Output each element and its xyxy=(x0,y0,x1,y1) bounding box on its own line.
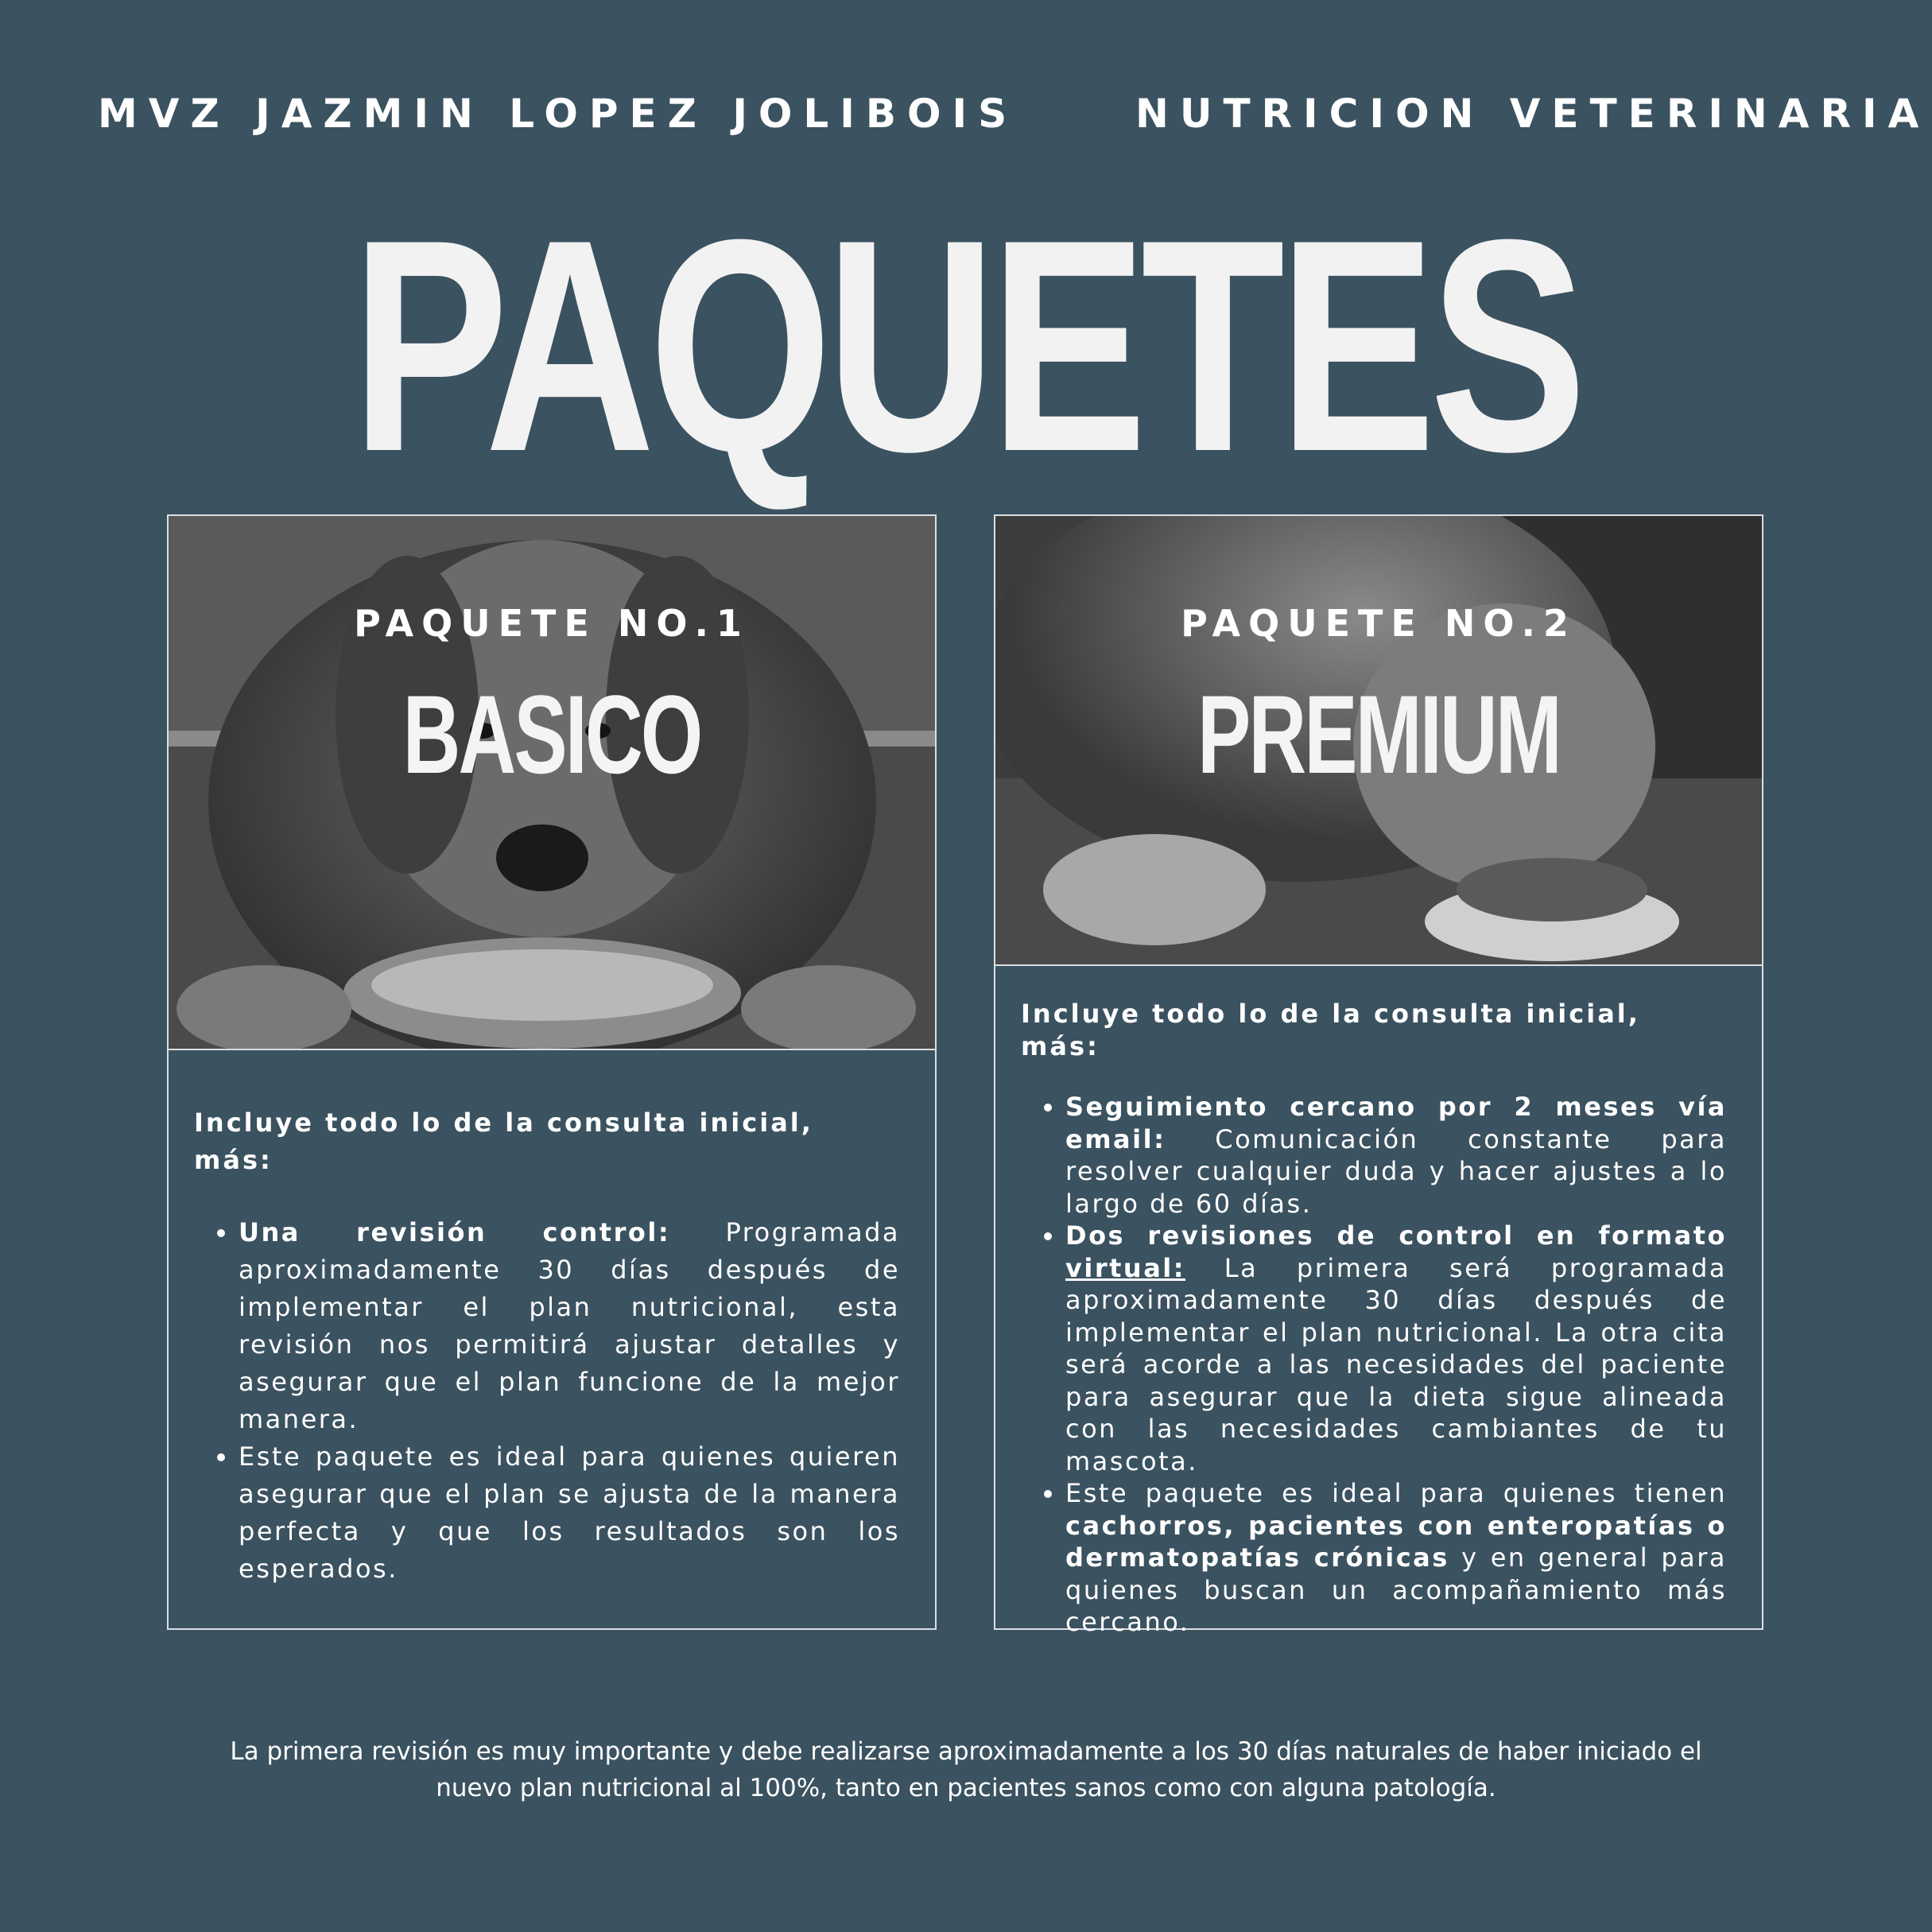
benefits-list xyxy=(1021,1091,1727,1639)
package-intro: Incluye todo lo de la consulta inicial, más: xyxy=(194,1108,813,1175)
package-number-label: PAQUETE NO.1 xyxy=(354,602,750,645)
package-description xyxy=(194,1104,900,1588)
page-title: PAQUETES xyxy=(351,177,1581,514)
list-item xyxy=(1065,1477,1727,1639)
benefit-title: Una revisión control: xyxy=(239,1217,671,1247)
package-intro: Incluye todo lo de la consulta inicial, más: xyxy=(1021,999,1640,1061)
list-item xyxy=(1065,1091,1727,1220)
benefit-text: La primera será programada aproximadamente 30 días después de implementar el plan nutricional. La otra cita será acorde a las necesidades del paciente para asegurar que la dieta sigue alineada con las necesidades cambiantes de tu mascota. xyxy=(1065,1252,1727,1476)
benefit-highlight: cachorros, pacientes con enteropatías o dermatopatías crónicas xyxy=(1065,1510,1727,1573)
benefit-text: Este paquete es ideal para quienes quieren asegurar que el plan se ajusta de la manera perfecta y que los resultados son los esperados. xyxy=(239,1441,900,1584)
benefit-title-underlined: virtual: xyxy=(1065,1252,1186,1283)
list-item xyxy=(239,1214,900,1438)
package-number-label: PAQUETE NO.2 xyxy=(1181,602,1577,645)
list-item xyxy=(1065,1220,1727,1477)
package-card-premium xyxy=(994,514,1763,1637)
benefits-list xyxy=(194,1214,900,1588)
benefit-text: Comunicación constante para resolver cualquier duda y hacer ajustes a lo largo de 60 días. xyxy=(1065,1123,1727,1219)
package-name: PREMIUM xyxy=(1197,672,1560,797)
benefit-title: Dos revisiones de control en formato xyxy=(1065,1220,1727,1251)
footer-note xyxy=(199,1733,1733,1806)
doctor-name: MVZ JAZMIN LOPEZ JOLIBOIS xyxy=(98,91,1018,137)
dog-photo-premium xyxy=(995,516,1762,966)
package-name: BASICO xyxy=(402,672,701,797)
benefit-title: Seguimiento cercano por 2 meses vía email: xyxy=(1065,1092,1727,1154)
dog-photo-basic xyxy=(169,516,935,1050)
package-description xyxy=(1021,998,1727,1639)
footer-line: La primera revisión es muy importante y debe realizarse aproximadamente a los 30 días naturales de haber iniciado el xyxy=(230,1737,1702,1766)
list-item xyxy=(239,1438,900,1588)
package-card-basic xyxy=(167,514,937,1630)
benefit-text: Este paquete es ideal para quienes tienen xyxy=(1065,1478,1727,1508)
footer-line: nuevo plan nutricional al 100%, tanto en pacientes sanos como con alguna patología. xyxy=(436,1774,1496,1802)
benefit-text: Programada aproximadamente 30 días después de implementar el plan nutricional, esta revisión nos permitirá ajustar detalles y asegurar que el plan funcione de la mejor manera. xyxy=(239,1217,901,1434)
benefit-text: y en general para quienes buscan un acompañamiento más cercano. xyxy=(1065,1542,1728,1637)
specialty-label: NUTRICION VETERINARIA xyxy=(1135,91,1930,137)
